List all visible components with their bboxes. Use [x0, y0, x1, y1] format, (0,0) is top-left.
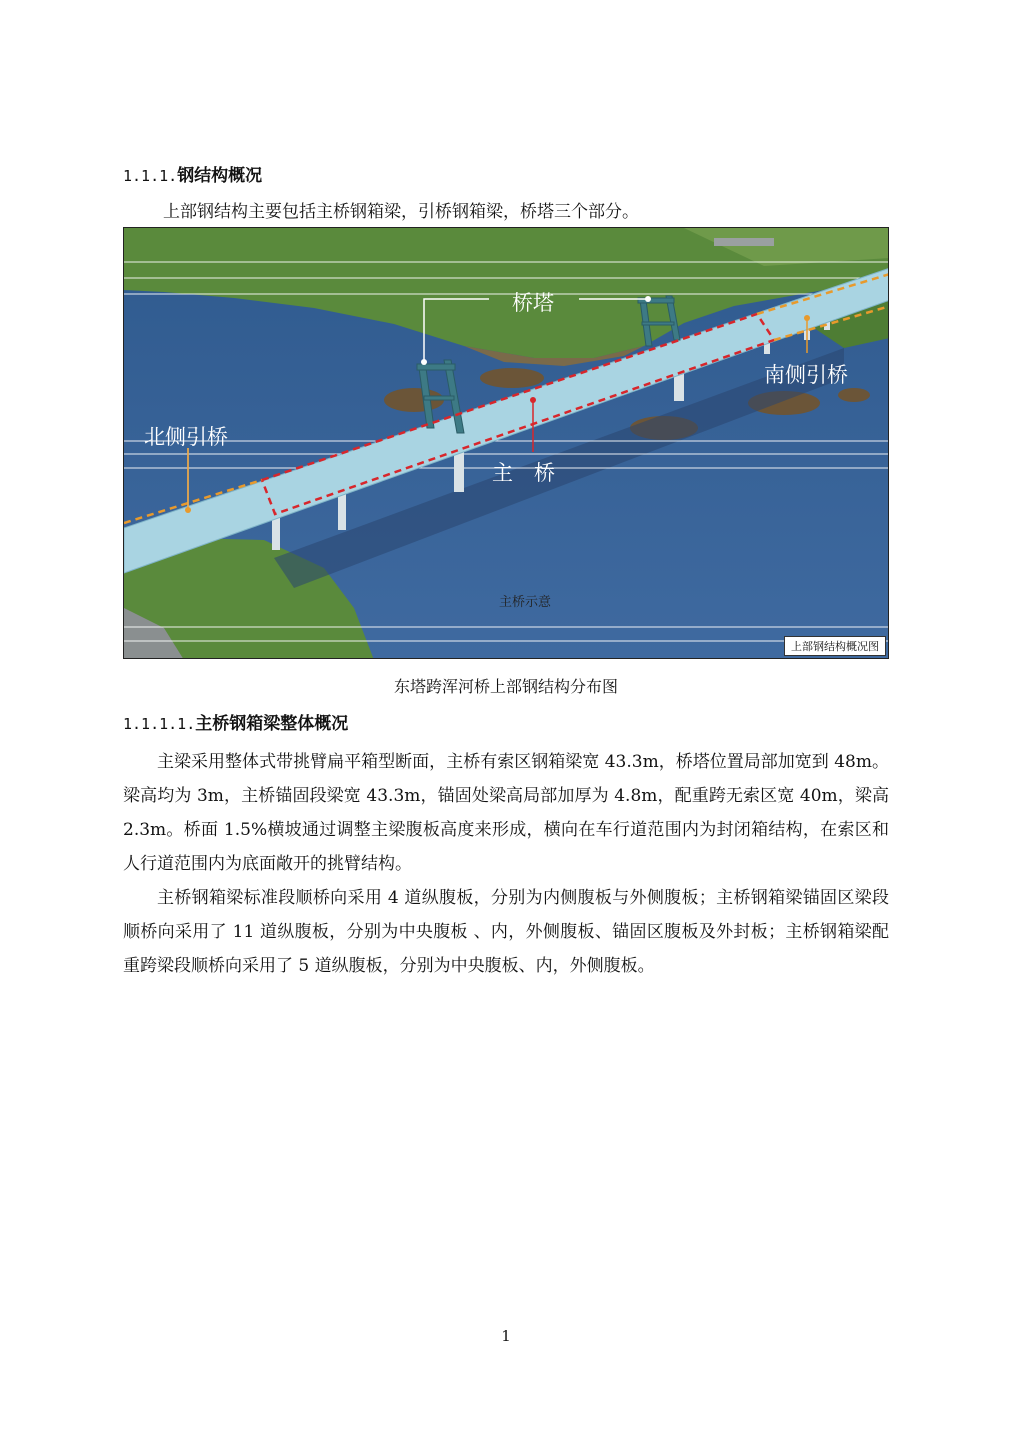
section-title: 钢结构概况: [177, 166, 263, 186]
label-note: 主桥示意: [499, 595, 552, 610]
paragraph: 主梁采用整体式带挑臂扁平箱型断面，主桥有索区钢箱梁宽 43.3m，桥塔位置局部加宽到 48m。梁高均为 3m，主桥锚固段梁宽 43.3m，锚固处梁高局部加厚为 4.8m，配重跨无索区宽 40m，梁高 2.3m。桥面 1.5%横坡通过调整主梁腹板高度来形成，横向在车行道范围内为封闭箱结构，在索区和人行道范围内为底面敞开的挑臂结构。: [123, 752, 889, 874]
subsection-title: 主桥钢箱梁整体概况: [195, 714, 349, 734]
label-main-bridge: 主 桥: [492, 461, 555, 485]
bridge-figure: [123, 227, 889, 659]
section-number: 1.1.1.: [123, 167, 178, 185]
label-tower: 桥塔: [512, 291, 554, 315]
subsection-heading: [123, 712, 348, 736]
label-north-approach: 北侧引桥: [144, 425, 228, 449]
body-text: [123, 745, 889, 983]
figure-legend: 上部钢结构概况图: [784, 636, 886, 656]
subsection-number: 1.1.1.1.: [123, 715, 196, 733]
label-south-approach: 南侧引桥: [764, 363, 848, 387]
figure-caption: 东塔跨浑河桥上部钢结构分布图: [393, 677, 618, 696]
paragraph: 主桥钢箱梁标准段顺桥向采用 4 道纵腹板，分别为内侧腹板与外侧腹板；主桥钢箱梁锚固区梁段顺桥向采用了 11 道纵腹板，分别为中央腹板 、内，外侧腹板、锚固区腹板及外封板；主桥钢箱梁配重跨梁段顺桥向采用了 5 道纵腹板，分别为中央腹板、内，外侧腹板。: [123, 888, 889, 976]
page-number: 1: [501, 1327, 511, 1345]
section-intro: 上部钢结构主要包括主桥钢箱梁，引桥钢箱梁，桥塔三个部分。: [163, 202, 639, 222]
section-heading: [123, 164, 262, 188]
bridge-illustration: [124, 228, 889, 659]
